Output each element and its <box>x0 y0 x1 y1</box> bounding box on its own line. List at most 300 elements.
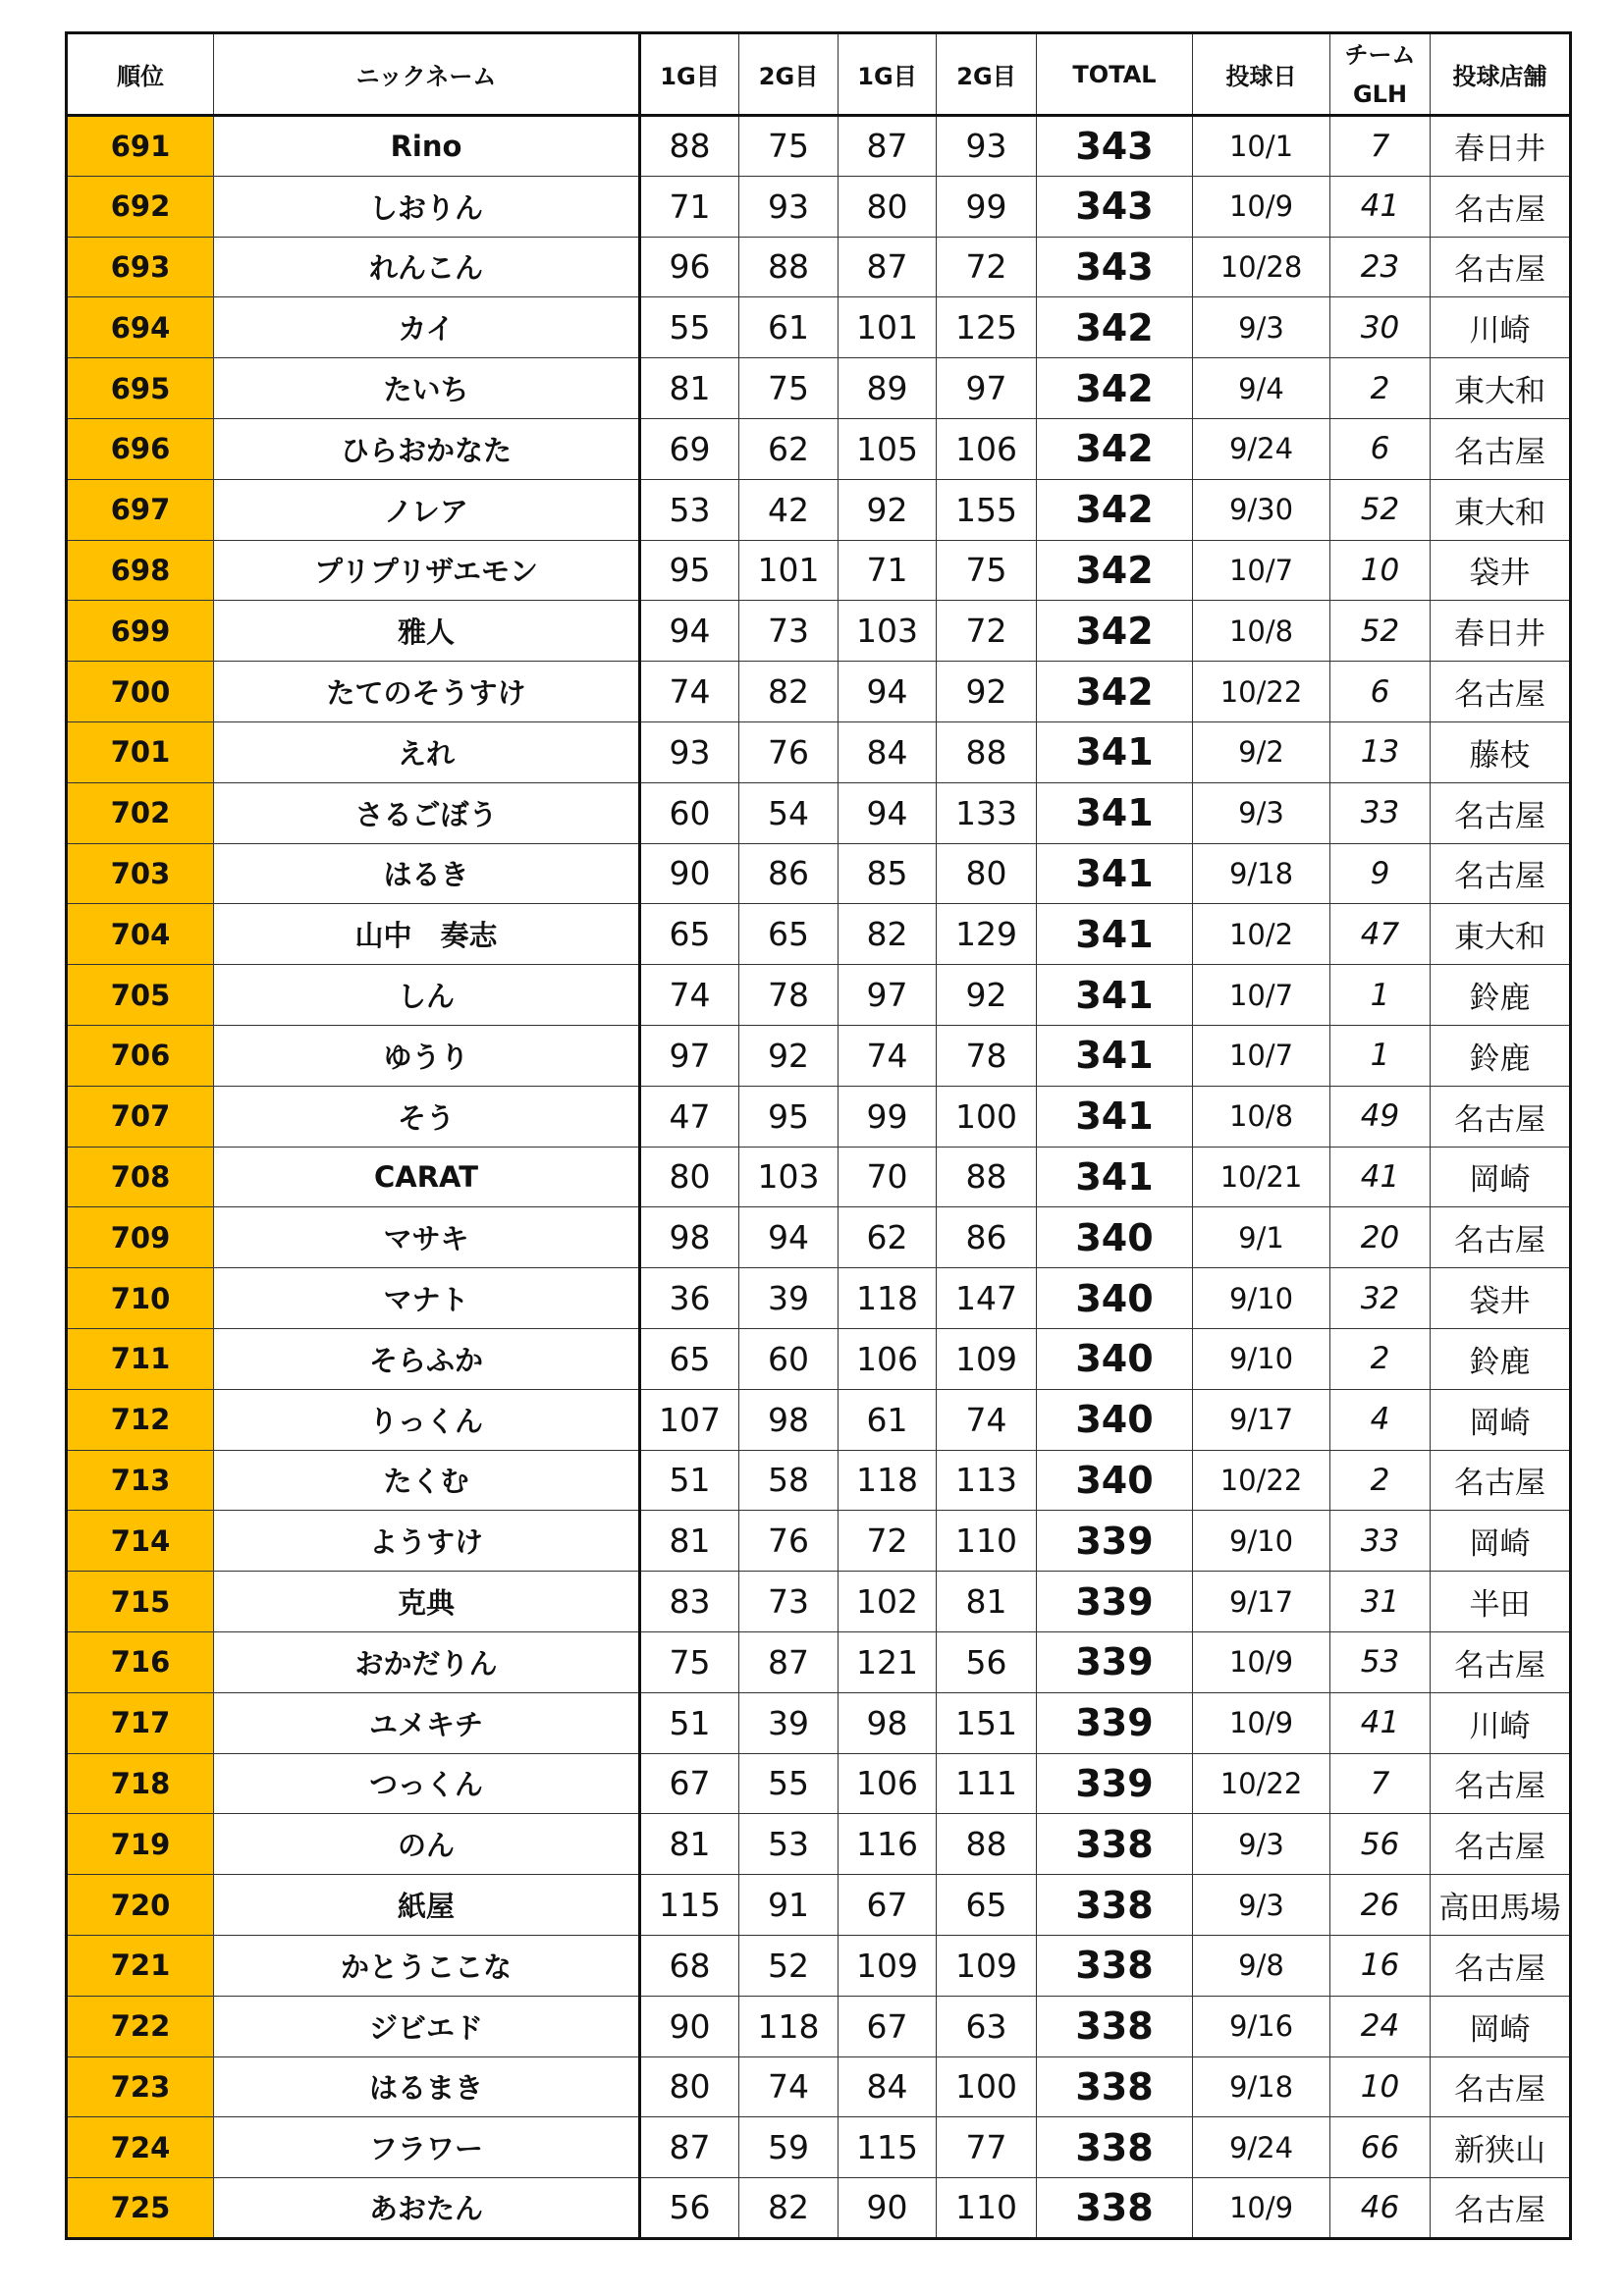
store-cell: 岡崎 <box>1431 1996 1571 2056</box>
store-cell: 半田 <box>1431 1572 1571 1632</box>
game2-second-cell: 129 <box>937 904 1037 965</box>
store-cell: 岡崎 <box>1431 1147 1571 1207</box>
game2-second-cell: 100 <box>937 1086 1037 1147</box>
game1-second-cell: 84 <box>839 721 937 782</box>
team-glh-cell: 10 <box>1330 2056 1431 2117</box>
store-cell: 名古屋 <box>1431 1207 1571 1268</box>
total-cell: 342 <box>1037 662 1193 722</box>
date-cell: 9/10 <box>1193 1268 1330 1329</box>
game2-second-cell: 111 <box>937 1753 1037 1814</box>
store-cell: 新狭山 <box>1431 2117 1571 2178</box>
game1-second-cell: 101 <box>839 297 937 358</box>
table-body <box>67 116 1571 2239</box>
game2-second-cell: 151 <box>937 1692 1037 1753</box>
total-cell: 341 <box>1037 1025 1193 1086</box>
game1-second-cell: 80 <box>839 176 937 237</box>
table-row <box>67 1511 1571 1572</box>
date-cell: 10/7 <box>1193 965 1330 1026</box>
game1-first-cell: 97 <box>640 1025 739 1086</box>
total-cell: 340 <box>1037 1328 1193 1389</box>
game2-second-cell: 72 <box>937 601 1037 662</box>
rank-cell: 717 <box>67 1692 214 1753</box>
table-row <box>67 965 1571 1026</box>
table-row <box>67 721 1571 782</box>
rank-cell: 715 <box>67 1572 214 1632</box>
nickname-cell: フラワー <box>214 2117 640 2178</box>
date-cell: 9/16 <box>1193 1996 1330 2056</box>
nickname-cell: しおりん <box>214 176 640 237</box>
game1-first-cell: 115 <box>640 1875 739 1936</box>
game1-second-cell: 87 <box>839 237 937 297</box>
store-cell: 名古屋 <box>1431 662 1571 722</box>
nickname-cell: さるごぼう <box>214 782 640 843</box>
store-cell: 名古屋 <box>1431 1935 1571 1996</box>
store-cell: 東大和 <box>1431 358 1571 419</box>
game1-first-cell: 36 <box>640 1268 739 1329</box>
team-glh-cell: 20 <box>1330 1207 1431 1268</box>
game1-second-cell: 74 <box>839 1025 937 1086</box>
total-cell: 338 <box>1037 2117 1193 2178</box>
game1-second-cell: 116 <box>839 1814 937 1875</box>
store-cell: 名古屋 <box>1431 1753 1571 1814</box>
game1-first-cell: 53 <box>640 479 739 540</box>
game2-second-cell: 155 <box>937 479 1037 540</box>
table-row <box>67 1572 1571 1632</box>
rank-cell: 705 <box>67 965 214 1026</box>
team-glh-cell: 47 <box>1330 904 1431 965</box>
date-cell: 10/21 <box>1193 1147 1330 1207</box>
total-cell: 340 <box>1037 1389 1193 1450</box>
nickname-cell: りっくん <box>214 1389 640 1450</box>
team-glh-cell: 41 <box>1330 176 1431 237</box>
date-cell: 10/7 <box>1193 540 1330 601</box>
store-cell: 名古屋 <box>1431 1450 1571 1511</box>
nickname-cell: 克典 <box>214 1572 640 1632</box>
date-cell: 9/24 <box>1193 418 1330 479</box>
game1-second-cell: 102 <box>839 1572 937 1632</box>
nickname-cell: マサキ <box>214 1207 640 1268</box>
total-cell: 339 <box>1037 1511 1193 1572</box>
total-cell: 338 <box>1037 2056 1193 2117</box>
game1-second-cell: 92 <box>839 479 937 540</box>
game1-second-cell: 62 <box>839 1207 937 1268</box>
store-cell: 岡崎 <box>1431 1389 1571 1450</box>
game2-second-cell: 133 <box>937 782 1037 843</box>
rank-cell: 695 <box>67 358 214 419</box>
game2-second-cell: 88 <box>937 1147 1037 1207</box>
team-glh-cell: 31 <box>1330 1572 1431 1632</box>
nickname-cell: ジビエド <box>214 1996 640 2056</box>
game2-second-cell: 74 <box>937 1389 1037 1450</box>
game1-first-cell: 88 <box>640 116 739 177</box>
header-rank: 順位 <box>67 33 214 116</box>
date-cell: 10/9 <box>1193 2178 1330 2239</box>
game2-first-cell: 91 <box>739 1875 839 1936</box>
game1-second-cell: 103 <box>839 601 937 662</box>
game1-second-cell: 90 <box>839 2178 937 2239</box>
game1-first-cell: 96 <box>640 237 739 297</box>
game1-second-cell: 87 <box>839 116 937 177</box>
date-cell: 9/3 <box>1193 782 1330 843</box>
table-row <box>67 297 1571 358</box>
game1-second-cell: 94 <box>839 782 937 843</box>
rank-cell: 691 <box>67 116 214 177</box>
nickname-cell: ひらおかなた <box>214 418 640 479</box>
game1-first-cell: 74 <box>640 965 739 1026</box>
nickname-cell: ゆうり <box>214 1025 640 1086</box>
date-cell: 9/4 <box>1193 358 1330 419</box>
game1-second-cell: 109 <box>839 1935 937 1996</box>
store-cell: 川崎 <box>1431 297 1571 358</box>
team-glh-cell: 33 <box>1330 782 1431 843</box>
game2-first-cell: 88 <box>739 237 839 297</box>
game2-first-cell: 52 <box>739 1935 839 1996</box>
team-glh-cell: 13 <box>1330 721 1431 782</box>
total-cell: 338 <box>1037 1875 1193 1936</box>
total-cell: 341 <box>1037 1147 1193 1207</box>
game1-second-cell: 85 <box>839 843 937 904</box>
game2-first-cell: 76 <box>739 1511 839 1572</box>
nickname-cell: つっくん <box>214 1753 640 1814</box>
total-cell: 342 <box>1037 540 1193 601</box>
store-cell: 名古屋 <box>1431 782 1571 843</box>
total-cell: 342 <box>1037 418 1193 479</box>
game1-second-cell: 99 <box>839 1086 937 1147</box>
rank-cell: 710 <box>67 1268 214 1329</box>
nickname-cell: かとうここな <box>214 1935 640 1996</box>
total-cell: 342 <box>1037 601 1193 662</box>
date-cell: 9/30 <box>1193 479 1330 540</box>
game1-first-cell: 65 <box>640 1328 739 1389</box>
team-glh-cell: 24 <box>1330 1996 1431 2056</box>
total-cell: 343 <box>1037 176 1193 237</box>
team-glh-cell: 66 <box>1330 2117 1431 2178</box>
store-cell: 名古屋 <box>1431 843 1571 904</box>
rank-cell: 722 <box>67 1996 214 2056</box>
date-cell: 9/18 <box>1193 843 1330 904</box>
game2-second-cell: 113 <box>937 1450 1037 1511</box>
game2-first-cell: 62 <box>739 418 839 479</box>
table-row <box>67 1631 1571 1692</box>
date-cell: 10/2 <box>1193 904 1330 965</box>
table-row <box>67 1996 1571 2056</box>
game2-second-cell: 77 <box>937 2117 1037 2178</box>
game2-second-cell: 56 <box>937 1631 1037 1692</box>
store-cell: 名古屋 <box>1431 2056 1571 2117</box>
table-row <box>67 116 1571 177</box>
nickname-cell: しん <box>214 965 640 1026</box>
store-cell: 名古屋 <box>1431 237 1571 297</box>
game2-second-cell: 92 <box>937 662 1037 722</box>
game2-second-cell: 75 <box>937 540 1037 601</box>
game1-first-cell: 94 <box>640 601 739 662</box>
table-row <box>67 540 1571 601</box>
date-cell: 10/8 <box>1193 1086 1330 1147</box>
rank-cell: 711 <box>67 1328 214 1389</box>
team-glh-cell: 46 <box>1330 2178 1431 2239</box>
game1-first-cell: 51 <box>640 1450 739 1511</box>
date-cell: 9/24 <box>1193 2117 1330 2178</box>
game2-first-cell: 39 <box>739 1692 839 1753</box>
rank-cell: 707 <box>67 1086 214 1147</box>
rank-cell: 706 <box>67 1025 214 1086</box>
nickname-cell: そう <box>214 1086 640 1147</box>
store-cell: 高田馬場 <box>1431 1875 1571 1936</box>
nickname-cell: そらふか <box>214 1328 640 1389</box>
game2-second-cell: 63 <box>937 1996 1037 2056</box>
store-cell: 名古屋 <box>1431 1631 1571 1692</box>
team-glh-cell: 2 <box>1330 1450 1431 1511</box>
game1-first-cell: 56 <box>640 2178 739 2239</box>
game1-first-cell: 87 <box>640 2117 739 2178</box>
store-cell: 名古屋 <box>1431 1814 1571 1875</box>
table-row <box>67 1875 1571 1936</box>
total-cell: 338 <box>1037 2178 1193 2239</box>
team-glh-cell: 30 <box>1330 297 1431 358</box>
nickname-cell: 山中 奏志 <box>214 904 640 965</box>
table-row <box>67 1450 1571 1511</box>
rank-cell: 723 <box>67 2056 214 2117</box>
rank-cell: 716 <box>67 1631 214 1692</box>
nickname-cell: ようすけ <box>214 1511 640 1572</box>
team-glh-cell: 1 <box>1330 1025 1431 1086</box>
table-row <box>67 1753 1571 1814</box>
store-cell: 名古屋 <box>1431 2178 1571 2239</box>
game1-second-cell: 67 <box>839 1996 937 2056</box>
rank-cell: 702 <box>67 782 214 843</box>
rank-cell: 701 <box>67 721 214 782</box>
game1-second-cell: 106 <box>839 1753 937 1814</box>
total-cell: 340 <box>1037 1450 1193 1511</box>
rank-cell: 712 <box>67 1389 214 1450</box>
rank-cell: 724 <box>67 2117 214 2178</box>
game2-first-cell: 98 <box>739 1389 839 1450</box>
game2-second-cell: 110 <box>937 1511 1037 1572</box>
game2-first-cell: 75 <box>739 116 839 177</box>
table-row <box>67 237 1571 297</box>
date-cell: 9/1 <box>1193 1207 1330 1268</box>
store-cell: 袋井 <box>1431 1268 1571 1329</box>
game2-second-cell: 110 <box>937 2178 1037 2239</box>
rank-cell: 694 <box>67 297 214 358</box>
team-glh-cell: 23 <box>1330 237 1431 297</box>
game2-first-cell: 42 <box>739 479 839 540</box>
store-cell: 鈴鹿 <box>1431 1328 1571 1389</box>
team-glh-cell: 6 <box>1330 662 1431 722</box>
game1-second-cell: 94 <box>839 662 937 722</box>
ranking-table <box>65 31 1572 2240</box>
date-cell: 10/9 <box>1193 1692 1330 1753</box>
date-cell: 9/18 <box>1193 2056 1330 2117</box>
store-cell: 東大和 <box>1431 479 1571 540</box>
nickname-cell: CARAT <box>214 1147 640 1207</box>
game2-first-cell: 59 <box>739 2117 839 2178</box>
game1-first-cell: 74 <box>640 662 739 722</box>
rank-cell: 725 <box>67 2178 214 2239</box>
game2-first-cell: 103 <box>739 1147 839 1207</box>
team-glh-cell: 56 <box>1330 1814 1431 1875</box>
total-cell: 338 <box>1037 1935 1193 1996</box>
table-row <box>67 176 1571 237</box>
table-row <box>67 1268 1571 1329</box>
game1-second-cell: 82 <box>839 904 937 965</box>
game1-second-cell: 89 <box>839 358 937 419</box>
total-cell: 339 <box>1037 1692 1193 1753</box>
rank-cell: 697 <box>67 479 214 540</box>
game1-second-cell: 98 <box>839 1692 937 1753</box>
header-game2-second: 2G目 <box>937 33 1037 116</box>
date-cell: 10/9 <box>1193 176 1330 237</box>
total-cell: 341 <box>1037 965 1193 1026</box>
nickname-cell: たいち <box>214 358 640 419</box>
game2-first-cell: 39 <box>739 1268 839 1329</box>
table-row <box>67 1086 1571 1147</box>
game1-second-cell: 105 <box>839 418 937 479</box>
store-cell: 名古屋 <box>1431 176 1571 237</box>
total-cell: 342 <box>1037 479 1193 540</box>
game1-first-cell: 60 <box>640 782 739 843</box>
game2-second-cell: 88 <box>937 1814 1037 1875</box>
table-row <box>67 1935 1571 1996</box>
table-row <box>67 2056 1571 2117</box>
table-row <box>67 1814 1571 1875</box>
store-cell: 鈴鹿 <box>1431 965 1571 1026</box>
nickname-cell: Rino <box>214 116 640 177</box>
total-cell: 343 <box>1037 237 1193 297</box>
date-cell: 10/28 <box>1193 237 1330 297</box>
table-row <box>67 1328 1571 1389</box>
game1-first-cell: 93 <box>640 721 739 782</box>
game2-first-cell: 93 <box>739 176 839 237</box>
date-cell: 9/2 <box>1193 721 1330 782</box>
team-glh-cell: 2 <box>1330 1328 1431 1389</box>
game2-first-cell: 95 <box>739 1086 839 1147</box>
rank-cell: 692 <box>67 176 214 237</box>
game1-first-cell: 47 <box>640 1086 739 1147</box>
table-row <box>67 1025 1571 1086</box>
table-row <box>67 843 1571 904</box>
game2-second-cell: 106 <box>937 418 1037 479</box>
game2-second-cell: 65 <box>937 1875 1037 1936</box>
game2-first-cell: 73 <box>739 1572 839 1632</box>
game1-first-cell: 90 <box>640 843 739 904</box>
total-cell: 338 <box>1037 1996 1193 2056</box>
team-glh-cell: 41 <box>1330 1692 1431 1753</box>
game1-second-cell: 118 <box>839 1268 937 1329</box>
game2-first-cell: 92 <box>739 1025 839 1086</box>
store-cell: 鈴鹿 <box>1431 1025 1571 1086</box>
table-row <box>67 2178 1571 2239</box>
game2-second-cell: 100 <box>937 2056 1037 2117</box>
game2-second-cell: 88 <box>937 721 1037 782</box>
rank-cell: 718 <box>67 1753 214 1814</box>
header-game1-first: 1G目 <box>640 33 739 116</box>
team-glh-cell: 6 <box>1330 418 1431 479</box>
total-cell: 341 <box>1037 721 1193 782</box>
game2-first-cell: 101 <box>739 540 839 601</box>
header-date: 投球日 <box>1193 33 1330 116</box>
nickname-cell: れんこん <box>214 237 640 297</box>
table-row <box>67 782 1571 843</box>
game2-second-cell: 97 <box>937 358 1037 419</box>
game2-first-cell: 65 <box>739 904 839 965</box>
game2-first-cell: 58 <box>739 1450 839 1511</box>
nickname-cell: ユメキチ <box>214 1692 640 1753</box>
nickname-cell: 紙屋 <box>214 1875 640 1936</box>
nickname-cell: プリプリザエモン <box>214 540 640 601</box>
game2-first-cell: 94 <box>739 1207 839 1268</box>
team-glh-cell: 53 <box>1330 1631 1431 1692</box>
game2-first-cell: 74 <box>739 2056 839 2117</box>
team-glh-cell: 32 <box>1330 1268 1431 1329</box>
table-row <box>67 904 1571 965</box>
nickname-cell: たてのそうすけ <box>214 662 640 722</box>
game1-second-cell: 70 <box>839 1147 937 1207</box>
nickname-cell: のん <box>214 1814 640 1875</box>
nickname-cell: はるまき <box>214 2056 640 2117</box>
table-row <box>67 1389 1571 1450</box>
header-team-line2: GLH <box>1352 80 1408 108</box>
total-cell: 341 <box>1037 843 1193 904</box>
date-cell: 9/17 <box>1193 1389 1330 1450</box>
rank-cell: 703 <box>67 843 214 904</box>
rank-cell: 698 <box>67 540 214 601</box>
date-cell: 9/3 <box>1193 297 1330 358</box>
game2-second-cell: 147 <box>937 1268 1037 1329</box>
game1-second-cell: 72 <box>839 1511 937 1572</box>
team-glh-cell: 26 <box>1330 1875 1431 1936</box>
game2-first-cell: 60 <box>739 1328 839 1389</box>
table-row <box>67 601 1571 662</box>
header-nickname: ニックネーム <box>214 33 640 116</box>
store-cell: 岡崎 <box>1431 1511 1571 1572</box>
total-cell: 341 <box>1037 1086 1193 1147</box>
table-row <box>67 479 1571 540</box>
game1-first-cell: 68 <box>640 1935 739 1996</box>
game1-first-cell: 81 <box>640 1814 739 1875</box>
table-row <box>67 1147 1571 1207</box>
game2-first-cell: 73 <box>739 601 839 662</box>
header-row <box>67 33 1571 116</box>
header-game2-first: 2G目 <box>739 33 839 116</box>
team-glh-cell: 4 <box>1330 1389 1431 1450</box>
total-cell: 339 <box>1037 1572 1193 1632</box>
nickname-cell: はるき <box>214 843 640 904</box>
game1-second-cell: 84 <box>839 2056 937 2117</box>
game1-first-cell: 55 <box>640 297 739 358</box>
date-cell: 9/3 <box>1193 1875 1330 1936</box>
rank-cell: 696 <box>67 418 214 479</box>
table-row <box>67 662 1571 722</box>
game1-first-cell: 80 <box>640 2056 739 2117</box>
store-cell: 名古屋 <box>1431 418 1571 479</box>
game1-first-cell: 65 <box>640 904 739 965</box>
rank-cell: 699 <box>67 601 214 662</box>
team-glh-cell: 9 <box>1330 843 1431 904</box>
nickname-cell: マナト <box>214 1268 640 1329</box>
game1-first-cell: 81 <box>640 1511 739 1572</box>
header-game1-second: 1G目 <box>839 33 937 116</box>
store-cell: 名古屋 <box>1431 1086 1571 1147</box>
game1-first-cell: 98 <box>640 1207 739 1268</box>
nickname-cell: えれ <box>214 721 640 782</box>
date-cell: 9/3 <box>1193 1814 1330 1875</box>
team-glh-cell: 33 <box>1330 1511 1431 1572</box>
nickname-cell: あおたん <box>214 2178 640 2239</box>
game2-second-cell: 99 <box>937 176 1037 237</box>
table-row <box>67 358 1571 419</box>
game1-second-cell: 121 <box>839 1631 937 1692</box>
